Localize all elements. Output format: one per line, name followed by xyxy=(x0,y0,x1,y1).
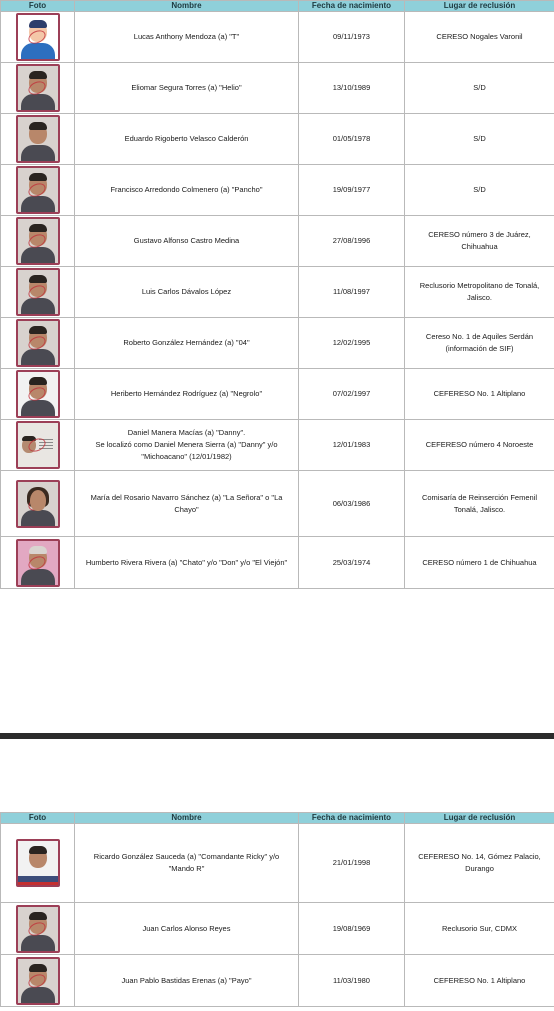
dob-cell: 19/08/1969 xyxy=(299,903,405,955)
dob-cell: 01/05/1978 xyxy=(299,114,405,165)
person-photo xyxy=(16,64,60,112)
mugshot-photo xyxy=(16,839,60,887)
photo-cell xyxy=(1,824,75,903)
table-row xyxy=(1,216,554,267)
photo-cell xyxy=(1,369,75,420)
table-row xyxy=(1,267,554,318)
dob-cell: 06/03/1986 xyxy=(299,471,405,537)
photo-cell xyxy=(1,420,75,471)
place-cell: Cereso No. 1 de Aquiles Serdán (información de SIF) xyxy=(405,318,554,369)
table-header-row xyxy=(1,813,554,824)
table-row xyxy=(1,471,554,537)
photo-cell xyxy=(1,165,75,216)
table-row xyxy=(1,12,554,63)
records-table-2 xyxy=(0,812,554,1007)
header-photo: Foto xyxy=(1,1,75,12)
name-cell: Francisco Arredondo Colmenero (a) "Pancho" xyxy=(75,165,299,216)
place-cell: CEFERESO número 4 Noroeste xyxy=(405,420,554,471)
person-photo xyxy=(16,115,60,163)
header-place: Lugar de reclusión xyxy=(405,1,554,12)
place-cell: S/D xyxy=(405,165,554,216)
photo-cell xyxy=(1,903,75,955)
person-photo xyxy=(16,370,60,418)
dob-cell: 07/02/1997 xyxy=(299,369,405,420)
photo-cell xyxy=(1,471,75,537)
place-cell: S/D xyxy=(405,114,554,165)
dob-cell: 25/03/1974 xyxy=(299,537,405,589)
dob-cell: 19/09/1977 xyxy=(299,165,405,216)
name-note: Se localizó como Daniel Menera Sierra (a) "Danny" y/o "Michoacano" (12/01/1982) xyxy=(95,440,278,461)
table-row xyxy=(1,318,554,369)
table-row xyxy=(1,114,554,165)
name-cell: Lucas Anthony Mendoza (a) "T" xyxy=(75,12,299,63)
photo-cell xyxy=(1,955,75,1007)
place-cell: CEFERESO No. 1 Altiplano xyxy=(405,955,554,1007)
name-cell: Roberto González Hernández (a) "04" xyxy=(75,318,299,369)
person-photo xyxy=(16,905,60,953)
place-cell: Reclusorio Metropolitano de Tonalá, Jalisco. xyxy=(405,267,554,318)
photo-cell xyxy=(1,318,75,369)
header-name: Nombre xyxy=(75,1,299,12)
name-cell: Heriberto Hernández Rodríguez (a) "Negrolo" xyxy=(75,369,299,420)
table-row xyxy=(1,537,554,589)
place-cell: CEFERESO No. 14, Gómez Palacio, Durango xyxy=(405,824,554,903)
table-row xyxy=(1,165,554,216)
id-document-photo xyxy=(16,421,60,469)
photo-cell xyxy=(1,12,75,63)
cartoon-avatar-icon xyxy=(16,13,60,61)
page-divider xyxy=(0,733,554,739)
person-photo xyxy=(16,319,60,367)
header-photo: Foto xyxy=(1,813,75,824)
table-row xyxy=(1,903,554,955)
place-cell: Comisaría de Reinserción Femenil Tonalá, Jalisco. xyxy=(405,471,554,537)
name-cell xyxy=(75,420,299,471)
dob-cell: 27/08/1996 xyxy=(299,216,405,267)
table-header-row xyxy=(1,1,554,12)
name-cell: Juan Carlos Alonso Reyes xyxy=(75,903,299,955)
person-photo xyxy=(16,539,60,587)
dob-cell: 12/01/1983 xyxy=(299,420,405,471)
name-cell: Eduardo Rigoberto Velasco Calderón xyxy=(75,114,299,165)
name-cell: Juan Pablo Bastidas Erenas (a) "Payo" xyxy=(75,955,299,1007)
place-cell: CEFERESO No. 1 Altiplano xyxy=(405,369,554,420)
photo-cell xyxy=(1,216,75,267)
person-photo xyxy=(16,217,60,265)
place-cell: S/D xyxy=(405,63,554,114)
dob-cell: 09/11/1973 xyxy=(299,12,405,63)
place-cell: CERESO número 1 de Chihuahua xyxy=(405,537,554,589)
dob-cell: 11/03/1980 xyxy=(299,955,405,1007)
header-place: Lugar de reclusión xyxy=(405,813,554,824)
dob-cell: 21/01/1998 xyxy=(299,824,405,903)
person-photo xyxy=(16,957,60,1005)
dob-cell: 12/02/1995 xyxy=(299,318,405,369)
photo-cell xyxy=(1,537,75,589)
table-row xyxy=(1,63,554,114)
person-photo xyxy=(16,480,60,528)
dob-cell: 13/10/1989 xyxy=(299,63,405,114)
place-cell: Reclusorio Sur, CDMX xyxy=(405,903,554,955)
header-dob: Fecha de nacimiento xyxy=(299,813,405,824)
place-cell: CERESO número 3 de Juárez, Chihuahua xyxy=(405,216,554,267)
table-row xyxy=(1,369,554,420)
header-name: Nombre xyxy=(75,813,299,824)
photo-cell xyxy=(1,63,75,114)
header-dob: Fecha de nacimiento xyxy=(299,1,405,12)
dob-cell: 11/08/1997 xyxy=(299,267,405,318)
person-photo xyxy=(16,166,60,214)
name-cell: Luis Carlos Dávalos López xyxy=(75,267,299,318)
table-row xyxy=(1,955,554,1007)
table-row xyxy=(1,420,554,471)
name-cell: Humberto Rivera Rivera (a) "Chato" y/o "Don" y/o "El Viejón" xyxy=(75,537,299,589)
name-cell: Gustavo Alfonso Castro Medina xyxy=(75,216,299,267)
table-row xyxy=(1,824,554,903)
photo-cell xyxy=(1,114,75,165)
place-cell: CERESO Nogales Varonil xyxy=(405,12,554,63)
name-cell: Eliomar Segura Torres (a) "Helio" xyxy=(75,63,299,114)
photo-cell xyxy=(1,267,75,318)
person-photo xyxy=(16,268,60,316)
name-cell: Ricardo González Sauceda (a) "Comandante Ricky" y/o "Mando R" xyxy=(75,824,299,903)
name-cell: María del Rosario Navarro Sánchez (a) "La Señora" o "La Chayo" xyxy=(75,471,299,537)
name-line: Daniel Manera Macías (a) "Danny". xyxy=(127,428,246,437)
